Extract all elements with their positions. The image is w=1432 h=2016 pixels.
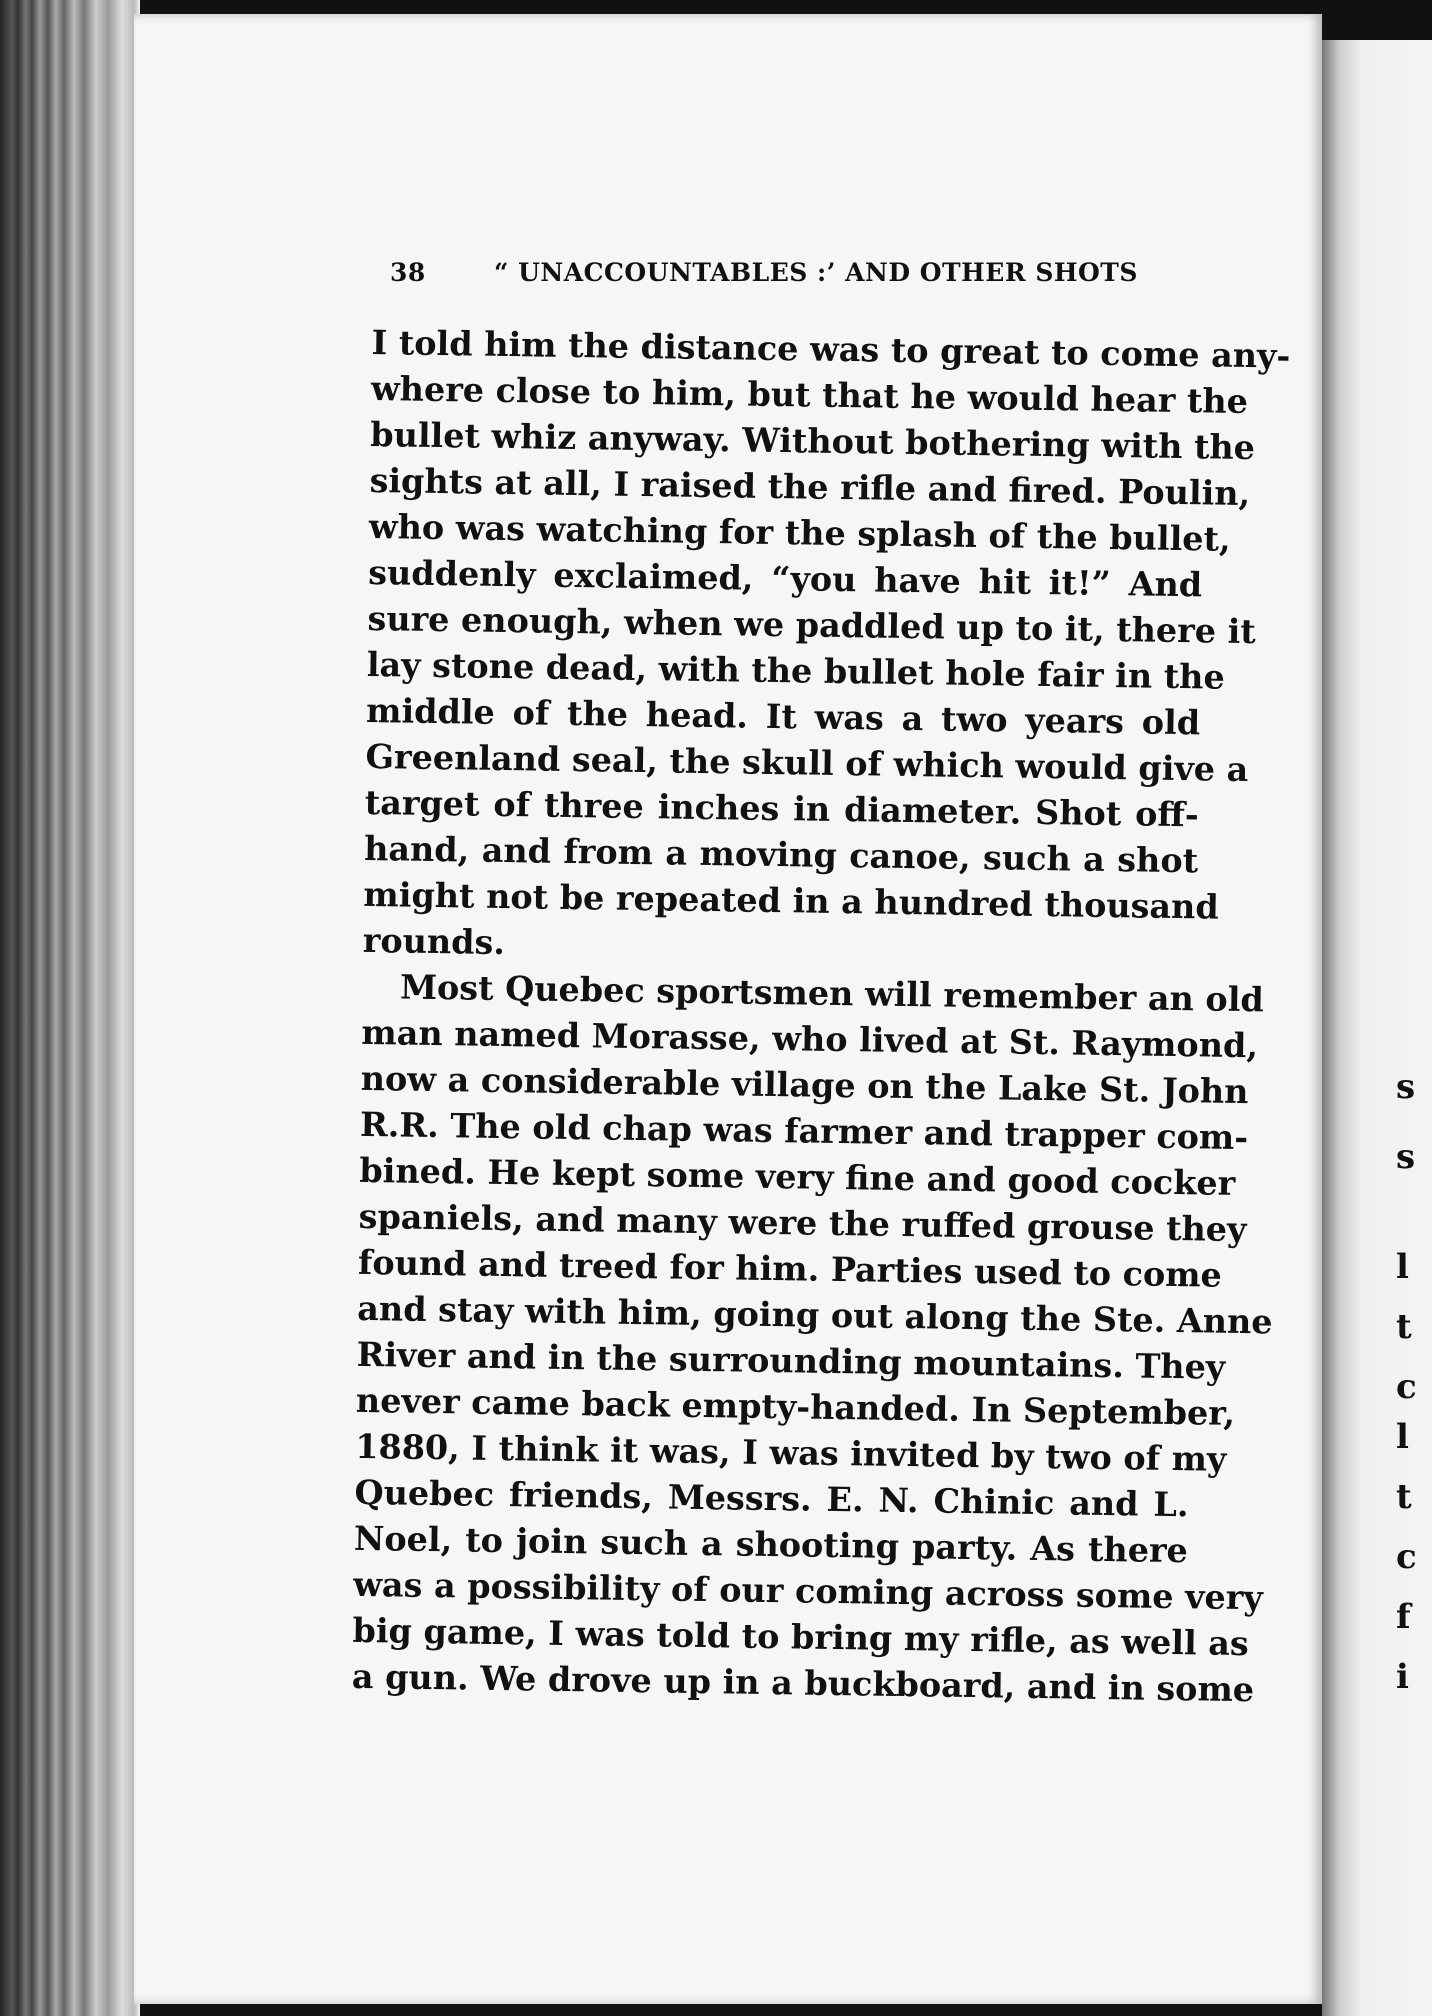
text-line: man named Morasse, who lived at St. Raymond,: [361, 1012, 1259, 1066]
text-line: Greenland seal, the skull of which would give a: [365, 736, 1249, 790]
text-line: lay stone dead, with the bullet hole fair in the: [366, 644, 1226, 697]
text-line: 1880, I think it was, I was invited by two of my: [354, 1426, 1227, 1479]
facing-page-fragment: t: [1396, 1307, 1412, 1347]
page-stack-edge: [0, 0, 140, 2016]
facing-page-edge: [1322, 40, 1432, 2016]
text-line: found and treed for him. Parties used to come: [357, 1242, 1223, 1295]
text-line: suddenly exclaimed, “you have hit it!” And: [367, 552, 1203, 605]
text-line: bined. He kept some very fine and good cocker: [359, 1150, 1236, 1203]
text-line: sure enough, when we paddled up to it, there it: [367, 598, 1257, 652]
text-line: middle of the head. It was a two years old: [365, 690, 1201, 743]
text-line: hand, and from a moving canoe, such a shot: [363, 828, 1199, 881]
body-text: [351, 320, 1291, 1712]
facing-page-fragment: f: [1396, 1597, 1411, 1637]
text-line: rounds.: [362, 920, 506, 963]
facing-page-fragment: c: [1396, 1537, 1417, 1577]
text-line: and stay with him, going out along the Ste. Anne: [357, 1288, 1273, 1342]
text-line: might not be repeated in a hundred thousand: [363, 874, 1220, 927]
page-number: 38: [390, 258, 426, 287]
text-line: Noel, to join such a shooting party. As there: [353, 1518, 1189, 1571]
text-line: who was watching for the splash of the bullet,: [368, 506, 1231, 559]
text-line: a gun. We drove up in a buckboard, and in some: [351, 1656, 1255, 1710]
text-line: I told him the distance was to great to come any-: [371, 322, 1291, 376]
text-line: sights at all, I raised the rifle and fired. Poulin,: [369, 460, 1251, 514]
text-line: R.R. The old chap was farmer and trapper com-: [359, 1104, 1249, 1158]
facing-page-fragment: l: [1396, 1247, 1409, 1287]
text-line: bullet whiz anyway. Without bothering with the: [370, 414, 1256, 468]
text-line: Most Quebec sportsmen will remember an old: [399, 967, 1265, 1020]
text-line: now a considerable village on the Lake St. John: [360, 1058, 1249, 1112]
facing-page-fragment: t: [1396, 1477, 1412, 1517]
facing-page-fragment: s: [1396, 1137, 1416, 1177]
text-line: Quebec friends, Messrs. E. N. Chinic and L.: [354, 1472, 1189, 1525]
paragraph: [362, 320, 1291, 976]
facing-page-fragment: s: [1396, 1067, 1416, 1107]
facing-page-fragment: i: [1396, 1657, 1409, 1697]
text-line: big game, I was told to bring my rifle, as well as: [352, 1610, 1250, 1664]
text-line: River and in the surrounding mountains. They: [356, 1334, 1226, 1387]
facing-page-fragment: l: [1396, 1417, 1409, 1457]
text-line: spaniels, and many were the ruffed grouse they: [358, 1196, 1247, 1250]
running-title: “ UNACCOUNTABLES :’ AND OTHER SHOTS: [494, 258, 1138, 287]
text-line: where close to him, but that he would hear the: [370, 368, 1249, 422]
text-line: target of three inches in diameter. Shot off-: [364, 782, 1200, 835]
paragraph: [351, 964, 1273, 1712]
text-line: was a possibility of our coming across some very: [352, 1564, 1264, 1618]
text-line: never came back empty-handed. In September,: [355, 1380, 1236, 1433]
facing-page-fragment: c: [1396, 1367, 1417, 1407]
